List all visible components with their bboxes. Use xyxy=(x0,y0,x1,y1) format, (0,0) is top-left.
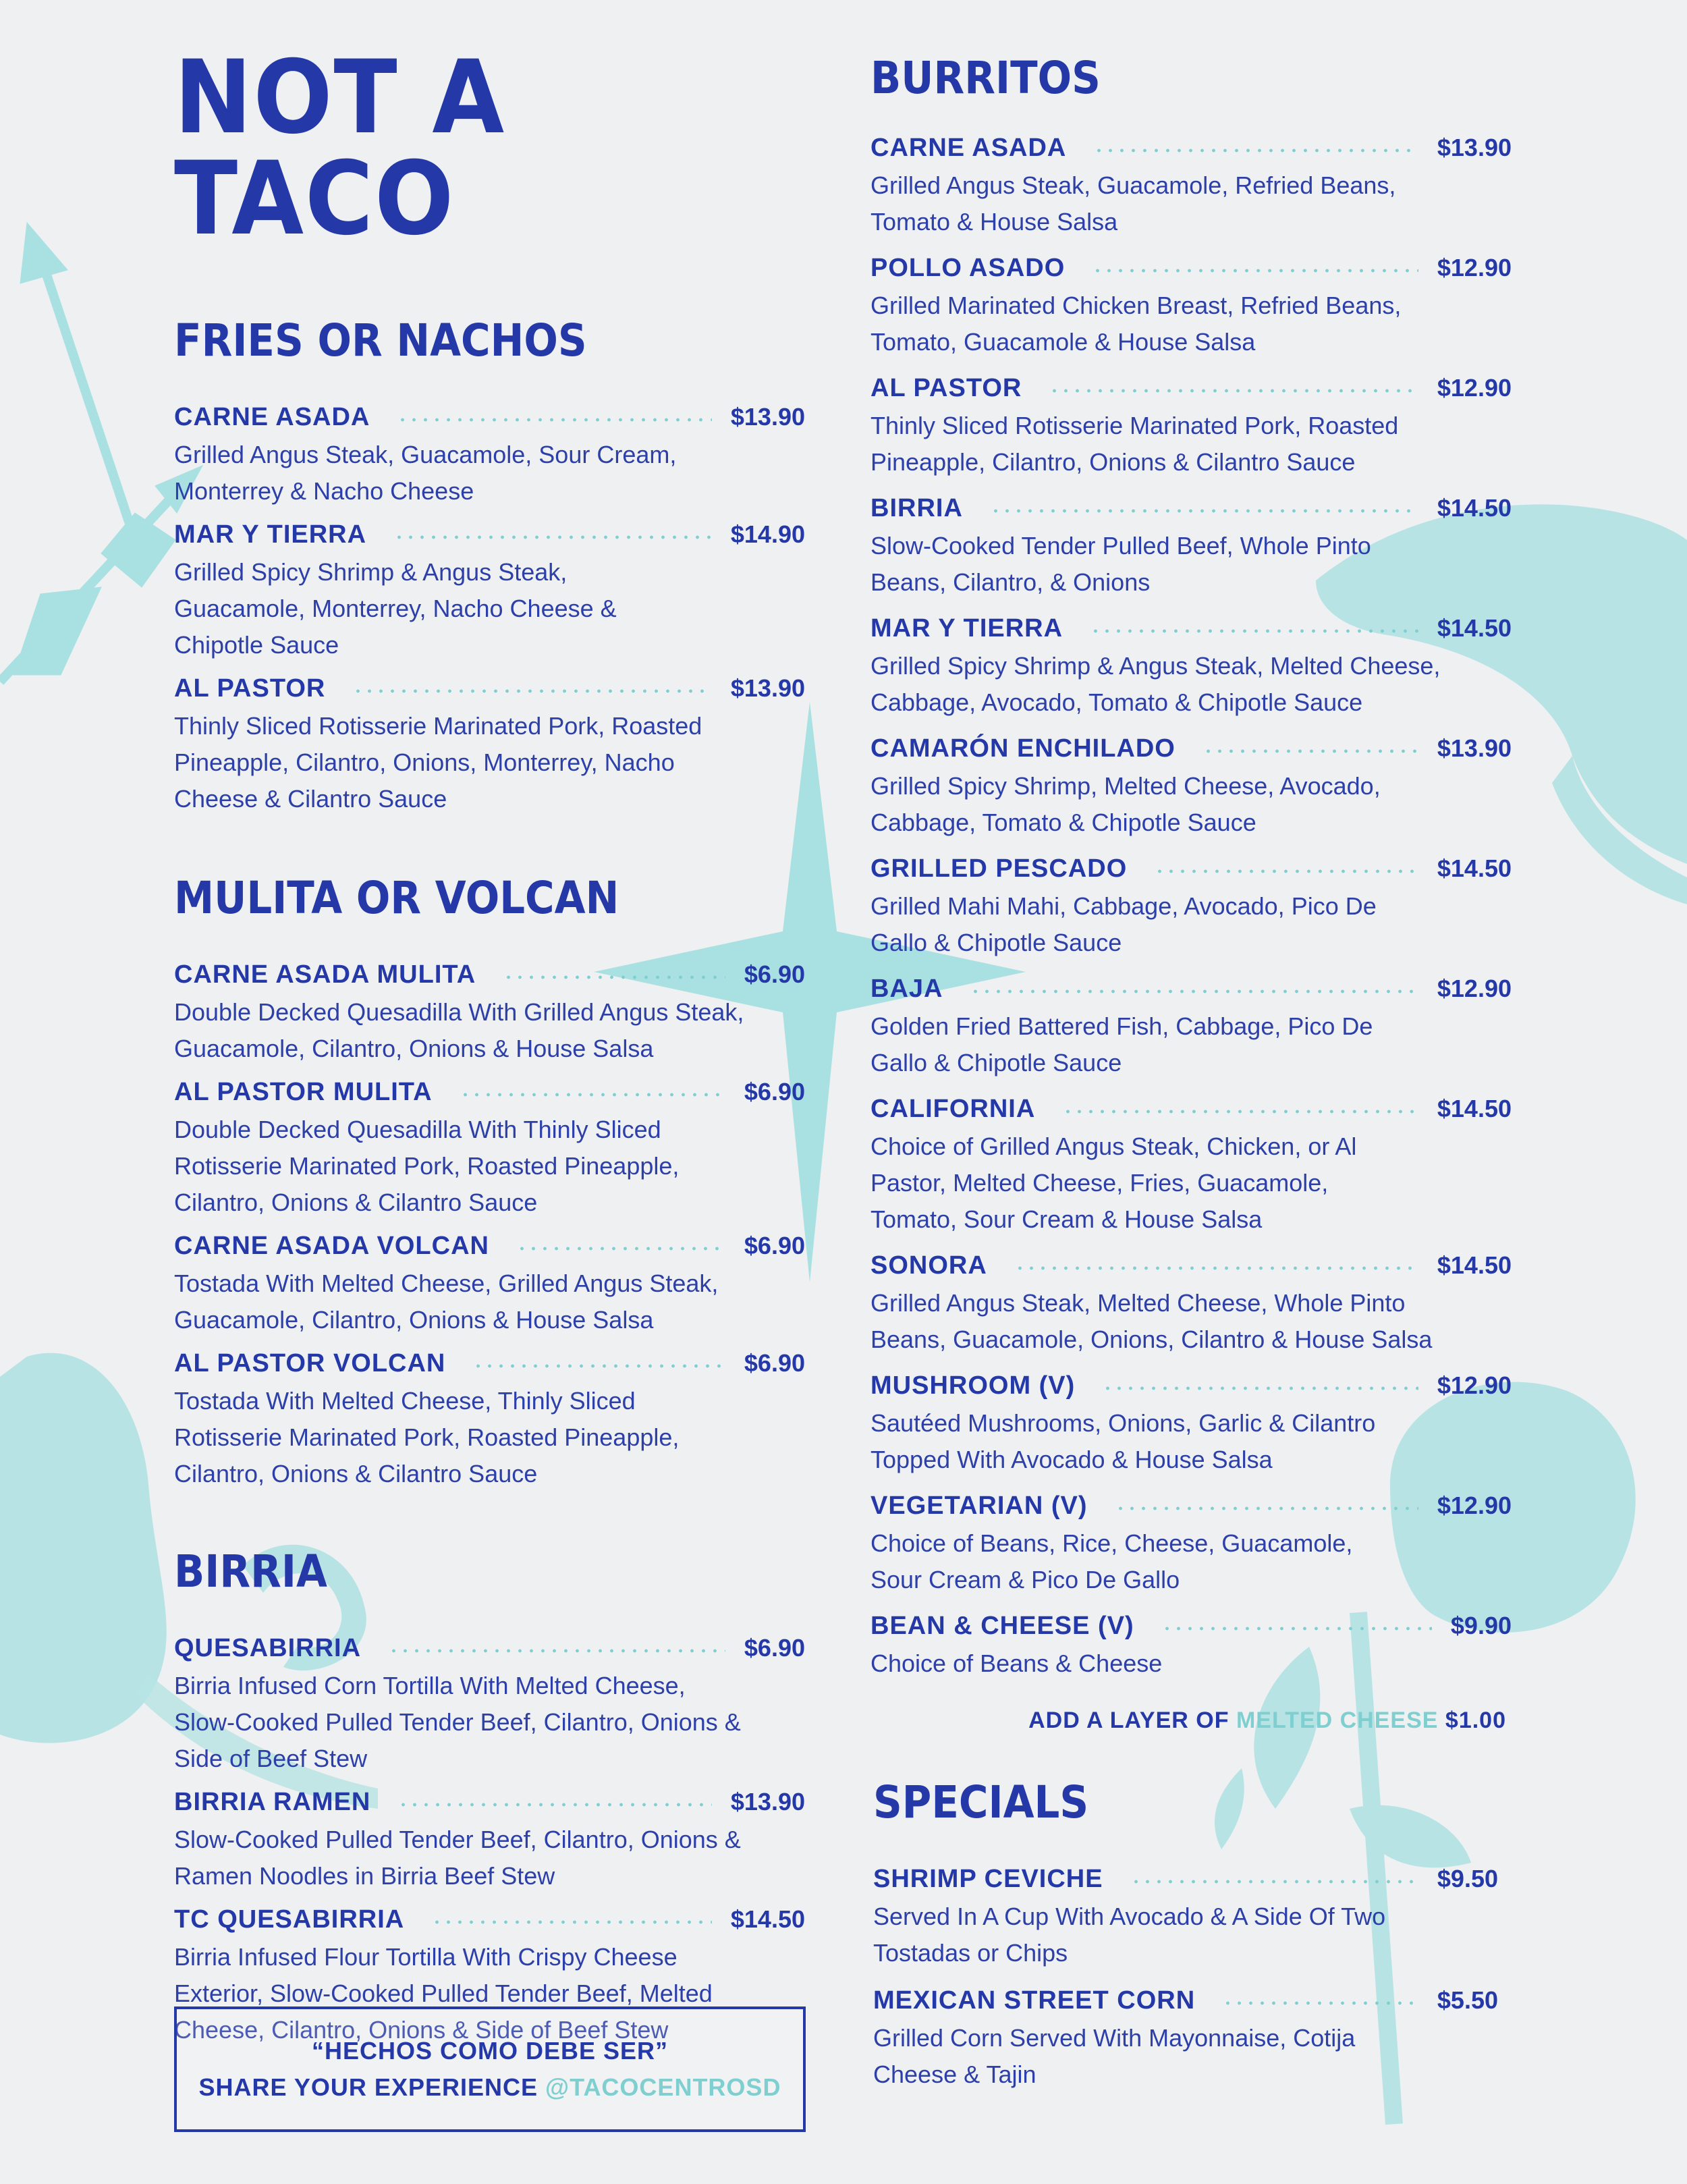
item-description: Grilled Spicy Shrimp, Melted Cheese, Avocado, Cabbage, Tomato & Chipotle Sauce xyxy=(870,772,1381,836)
item-description: Choice of Grilled Angus Steak, Chicken, or Al Pastor, Melted Cheese, Fries, Guacamole, Tomato, Sour Cream & House Salsa xyxy=(870,1132,1357,1233)
section-title: FRIES OR NACHOS xyxy=(174,315,587,366)
item-name: BEAN & CHEESE (V) xyxy=(870,1612,1134,1640)
section-title: MULITA OR VOLCAN xyxy=(174,872,619,924)
menu-item xyxy=(870,374,1512,481)
menu-item xyxy=(174,960,805,1067)
item-price: $13.90 xyxy=(730,1788,805,1816)
item-price: $14.50 xyxy=(730,1905,805,1933)
dot-leader xyxy=(393,535,712,539)
section-burritos xyxy=(870,51,1512,1734)
item-name: CARNE ASADA xyxy=(870,134,1067,162)
dot-leader xyxy=(1090,629,1418,633)
section-title: BIRRIA xyxy=(174,1546,327,1598)
item-price: $9.50 xyxy=(1437,1865,1498,1892)
addon-prefix: ADD A LAYER OF xyxy=(1028,1708,1229,1733)
item-price: $6.90 xyxy=(744,1078,805,1105)
dot-leader xyxy=(1102,1386,1418,1390)
menu-item xyxy=(870,614,1512,721)
menu-title: NOT A TACO xyxy=(174,39,505,258)
dot-leader xyxy=(1202,749,1418,753)
item-description: Grilled Corn Served With Mayonnaise, Cotija Cheese & Tajin xyxy=(873,2024,1356,2088)
item-name: MAR Y TIERRA xyxy=(174,520,367,549)
left-column xyxy=(174,39,805,2048)
menu-item xyxy=(174,403,805,510)
item-price: $12.90 xyxy=(1437,1492,1512,1519)
item-description: Thinly Sliced Rotisserie Marinated Pork, Roasted Pineapple, Cilantro, Onions, Monterrey, Nacho Cheese & Cilantro Sauce xyxy=(174,712,702,813)
item-description: Choice of Beans, Rice, Cheese, Guacamole, Sour Cream & Pico De Gallo xyxy=(870,1529,1353,1593)
menu-item xyxy=(870,1492,1512,1598)
item-description: Tostada With Melted Cheese, Thinly Sliced Rotisserie Marinated Pork, Roasted Pineapple, Cilantro, Onions & Cilantro Sauce xyxy=(174,1387,680,1487)
item-price: $6.90 xyxy=(744,1349,805,1377)
item-name: BIRRIA xyxy=(870,494,963,522)
menu-item xyxy=(870,1371,1512,1478)
item-name: MUSHROOM (V) xyxy=(870,1371,1076,1400)
item-price: $14.50 xyxy=(1437,614,1512,642)
menu-item xyxy=(870,1251,1512,1358)
menu-item xyxy=(870,254,1512,360)
item-name: MEXICAN STREET CORN xyxy=(873,1986,1196,2015)
menu-item xyxy=(870,494,1512,601)
item-description: Choice of Beans & Cheese xyxy=(870,1649,1163,1677)
section-mulita-or-volcan xyxy=(174,871,805,1492)
dot-leader xyxy=(1161,1627,1432,1631)
item-price: $6.90 xyxy=(744,960,805,988)
item-name: SHRIMP CEVICHE xyxy=(873,1865,1103,1893)
item-description: Double Decked Quesadilla With Thinly Sliced Rotisserie Marinated Pork, Roasted Pineapple, Cilantro, Onions & Cilantro Sauce xyxy=(174,1116,680,1216)
menu-item xyxy=(870,854,1512,961)
item-price: $13.90 xyxy=(730,674,805,702)
item-name: BIRRIA RAMEN xyxy=(174,1788,371,1816)
section-fries-or-nachos xyxy=(174,314,805,817)
item-description: Slow-Cooked Tender Pulled Beef, Whole Pinto Beans, Cilantro, & Onions xyxy=(870,532,1371,596)
section-title: BURRITOS xyxy=(870,52,1101,104)
item-description: Grilled Angus Steak, Guacamole, Refried Beans, Tomato & House Salsa xyxy=(870,171,1396,236)
item-name: CARNE ASADA VOLCAN xyxy=(174,1232,489,1260)
item-name: AL PASTOR MULITA xyxy=(174,1078,433,1106)
menu-item xyxy=(873,1865,1498,1971)
item-description: Served In A Cup With Avocado & A Side Of Two Tostadas or Chips xyxy=(873,1903,1386,1967)
item-name: CARNE ASADA xyxy=(174,403,370,431)
item-price: $6.90 xyxy=(744,1232,805,1259)
item-description: Birria Infused Flour Tortilla With Crispy Cheese Exterior, Slow-Cooked Pulled Tender Beef, Melted Cheese, Cilantro, Onions & Side of Beef Stew xyxy=(174,1943,713,2044)
item-description: Grilled Mahi Mahi, Cabbage, Avocado, Pico De Gallo & Chipotle Sauce xyxy=(870,892,1377,956)
menu-item xyxy=(174,1232,805,1338)
item-price: $14.50 xyxy=(1437,1095,1512,1122)
arrows-icon xyxy=(0,223,202,682)
item-name: GRILLED PESCADO xyxy=(870,854,1128,883)
dot-leader xyxy=(1092,269,1418,273)
item-description: Grilled Spicy Shrimp & Angus Steak, Melted Cheese, Cabbage, Avocado, Tomato & Chipotle Sauce xyxy=(870,652,1441,716)
item-description: Thinly Sliced Rotisserie Marinated Pork, Roasted Pineapple, Cilantro, Onions & Cilantro Sauce xyxy=(870,412,1399,476)
item-name: CARNE ASADA MULITA xyxy=(174,960,476,989)
quote-line: “HECHOS COMO DEBE SER” xyxy=(311,2037,669,2065)
item-description: Tostada With Melted Cheese, Grilled Angus Steak, Guacamole, Cilantro, Onions & House Salsa xyxy=(174,1270,719,1334)
dot-leader xyxy=(516,1247,725,1251)
item-price: $14.50 xyxy=(1437,854,1512,882)
quote-box xyxy=(174,2006,806,2132)
item-name: AL PASTOR xyxy=(870,374,1022,402)
item-description: Birria Infused Corn Tortilla With Melted Cheese, Slow-Cooked Pulled Tender Beef, Cilantro, Onions & Side of Beef Stew xyxy=(174,1672,741,1772)
section-title: SPECIALS xyxy=(873,1776,1089,1828)
item-name: AL PASTOR VOLCAN xyxy=(174,1349,446,1377)
addon-price: $1.00 xyxy=(1445,1708,1506,1733)
menu-item xyxy=(174,520,805,663)
dot-leader xyxy=(397,418,712,422)
dot-leader xyxy=(1049,389,1418,393)
item-description: Grilled Marinated Chicken Breast, Refried Beans, Tomato, Guacamole & House Salsa xyxy=(870,292,1402,356)
item-name: TC QUESABIRRIA xyxy=(174,1905,405,1934)
item-name: QUESABIRRIA xyxy=(174,1634,362,1662)
addon-highlight: MELTED CHEESE xyxy=(1236,1708,1439,1733)
item-description: Grilled Spicy Shrimp & Angus Steak, Guacamole, Monterrey, Nacho Cheese & Chipotle Sauce xyxy=(174,558,617,659)
item-name: POLLO ASADO xyxy=(870,254,1066,282)
item-description: Slow-Cooked Pulled Tender Beef, Cilantro, Onions & Ramen Noodles in Birria Beef Stew xyxy=(174,1826,741,1890)
dot-leader xyxy=(1115,1506,1418,1510)
item-price: $13.90 xyxy=(730,403,805,431)
dot-leader xyxy=(503,975,725,979)
dot-leader xyxy=(990,509,1418,513)
right-column xyxy=(870,47,1512,2093)
menu-item xyxy=(174,1634,805,1777)
item-name: VEGETARIAN (V) xyxy=(870,1492,1088,1520)
item-name: SONORA xyxy=(870,1251,987,1280)
share-line xyxy=(199,2069,781,2106)
dot-leader xyxy=(1154,869,1418,873)
dot-leader xyxy=(1014,1266,1418,1270)
menu-item xyxy=(174,1078,805,1221)
item-description: Grilled Angus Steak, Melted Cheese, Whole Pinto Beans, Guacamole, Onions, Cilantro & House Salsa xyxy=(870,1289,1433,1353)
dot-leader xyxy=(1222,2001,1418,2005)
social-handle-link[interactable]: @TACOCENTROSD xyxy=(545,2073,781,2101)
share-text: SHARE YOUR EXPERIENCE xyxy=(198,2073,538,2101)
menu-item xyxy=(870,134,1512,240)
item-description: Double Decked Quesadilla With Grilled Angus Steak, Guacamole, Cilantro, Onions & House Salsa xyxy=(174,998,744,1062)
menu-item xyxy=(870,1095,1512,1238)
dot-leader xyxy=(1093,148,1418,153)
item-price: $13.90 xyxy=(1437,134,1512,161)
dot-leader xyxy=(352,689,712,693)
menu-item xyxy=(870,975,1512,1081)
item-description: Golden Fried Battered Fish, Cabbage, Pico De Gallo & Chipotle Sauce xyxy=(870,1012,1373,1076)
menu-item xyxy=(873,1986,1498,2093)
dot-leader xyxy=(970,989,1418,993)
item-description: Grilled Angus Steak, Guacamole, Sour Cream, Monterrey & Nacho Cheese xyxy=(174,441,677,505)
menu-item xyxy=(174,674,805,817)
menu-item xyxy=(174,1788,805,1894)
item-description: Sautéed Mushrooms, Onions, Garlic & Cilantro Topped With Avocado & House Salsa xyxy=(870,1409,1376,1473)
item-price: $14.50 xyxy=(1437,494,1512,522)
item-name: MAR Y TIERRA xyxy=(870,614,1063,643)
menu-item xyxy=(870,1612,1512,1682)
item-name: AL PASTOR xyxy=(174,674,326,703)
section-specials xyxy=(870,1776,1512,2093)
section-birria xyxy=(174,1545,805,2048)
item-price: $12.90 xyxy=(1437,374,1512,402)
item-price: $12.90 xyxy=(1437,1371,1512,1399)
item-price: $14.90 xyxy=(730,520,805,548)
item-name: CALIFORNIA xyxy=(870,1095,1036,1123)
item-price: $12.90 xyxy=(1437,254,1512,281)
dot-leader xyxy=(397,1803,712,1807)
item-price: $5.50 xyxy=(1437,1986,1498,2014)
dot-leader xyxy=(472,1364,725,1368)
dot-leader xyxy=(1130,1880,1418,1884)
item-price: $14.50 xyxy=(1437,1251,1512,1279)
menu-item xyxy=(870,734,1512,841)
item-name: CAMARÓN ENCHILADO xyxy=(870,734,1176,763)
dot-leader xyxy=(1062,1110,1418,1114)
addon-note xyxy=(870,1708,1506,1734)
dot-leader xyxy=(388,1649,725,1653)
item-price: $12.90 xyxy=(1437,975,1512,1002)
item-price: $6.90 xyxy=(744,1634,805,1662)
item-price: $13.90 xyxy=(1437,734,1512,762)
dot-leader xyxy=(431,1920,712,1924)
menu-item xyxy=(174,1349,805,1492)
item-name: BAJA xyxy=(870,975,943,1003)
item-price: $9.90 xyxy=(1450,1612,1512,1639)
dot-leader xyxy=(460,1093,725,1097)
